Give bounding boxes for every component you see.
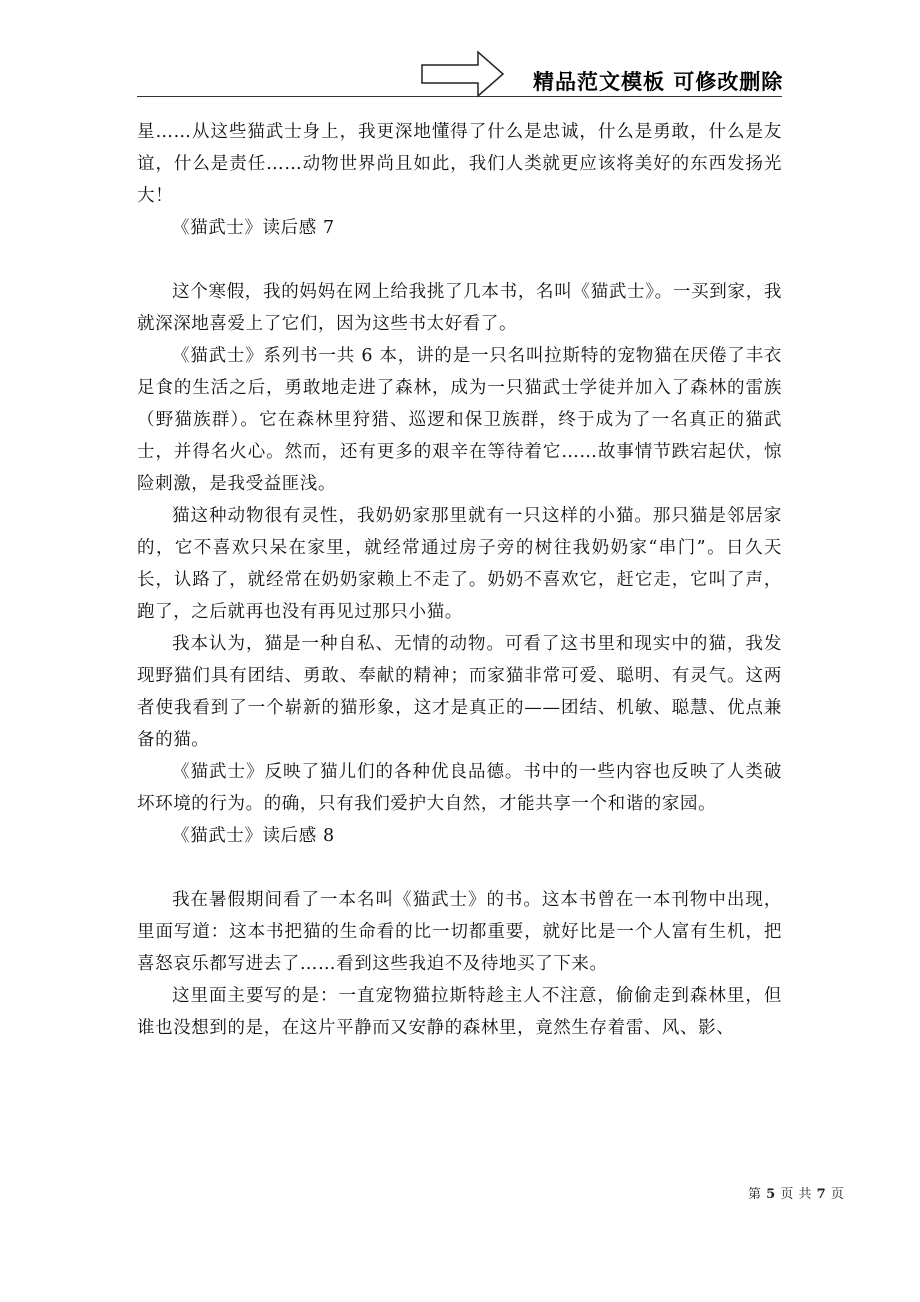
paragraph: 我在暑假期间看了一本名叫《猫武士》的书。这本书曾在一本刊物中出现，里面写道：这本书把猫的生命看的比一切都重要，就好比是一个人富有生机，把喜怒哀乐都写进去了……看到这些我迫不及待地买了下来。: [137, 890, 782, 974]
total-pages-number: 7: [816, 1187, 827, 1202]
paragraph: 这里面主要写的是：一直宠物猫拉斯特趁主人不注意，偷偷走到森林里，但谁也没想到的是，在这片平静而又安静的森林里，竟然生存着雷、风、影、: [137, 986, 782, 1038]
blank-line: [137, 244, 782, 276]
paragraph: 《猫武士》反映了猫儿们的各种优良品德。书中的一些内容也反映了人类破坏环境的行为。的确，只有我们爱护大自然，才能共享一个和谐的家园。: [137, 762, 782, 814]
footer-middle: 页 共: [780, 1187, 812, 1202]
footer-suffix: 页: [830, 1187, 845, 1202]
paragraph: 《猫武士》系列书一共 6 本，讲的是一只名叫拉斯特的宠物猫在厌倦了丰衣足食的生活之后，勇敢地走进了森林，成为一只猫武士学徒并加入了森林的雷族（野猫族群）。它在森林里狩猎、巡逻和保卫族群，终于成为了一名真正的猫武士，并得名火心。然而，还有更多的艰辛在等待着它……故事情节跌宕起伏，惊险刺激，是我受益匪浅。: [137, 346, 782, 494]
current-page-number: 5: [766, 1187, 776, 1202]
arrow-icon: [420, 50, 506, 98]
paragraph: 我本认为，猫是一种自私、无情的动物。可看了这书里和现实中的猫，我发现野猫们具有团结、勇敢、奉献的精神；而家猫非常可爱、聪明、有灵气。这两者使我看到了一个崭新的猫形象，这才是真正的——团结、机敏、聪慧、优点兼备的猫。: [137, 634, 782, 750]
page-header: [0, 0, 920, 100]
blank-line: [137, 852, 782, 884]
footer-prefix: 第: [748, 1187, 762, 1202]
header-divider: [137, 96, 782, 97]
paragraph: 《猫武士》读后感 8: [172, 826, 335, 846]
header-title: 精品范文模板 可修改删除: [533, 70, 784, 94]
paragraph: 《猫武士》读后感 7: [172, 218, 335, 238]
document-body: [137, 116, 782, 1044]
page-footer: [748, 1183, 844, 1202]
paragraph: 这个寒假，我的妈妈在网上给我挑了几本书，名叫《猫武士》。一买到家，我就深深地喜爱上了它们，因为这些书太好看了。: [137, 282, 782, 334]
paragraph: 猫这种动物很有灵性，我奶奶家那里就有一只这样的小猫。那只猫是邻居家的，它不喜欢只呆在家里，就经常通过房子旁的树往我奶奶家“串门”。日久天长，认路了，就经常在奶奶家赖上不走了。奶奶不喜欢它，赶它走，它叫了声，跑了，之后就再也没有再见过那只小猫。: [137, 506, 782, 622]
paragraph: 星……从这些猫武士身上，我更深地懂得了什么是忠诚，什么是勇敢，什么是友谊，什么是责任……动物世界尚且如此，我们人类就更应该将美好的东西发扬光大！: [137, 122, 782, 206]
